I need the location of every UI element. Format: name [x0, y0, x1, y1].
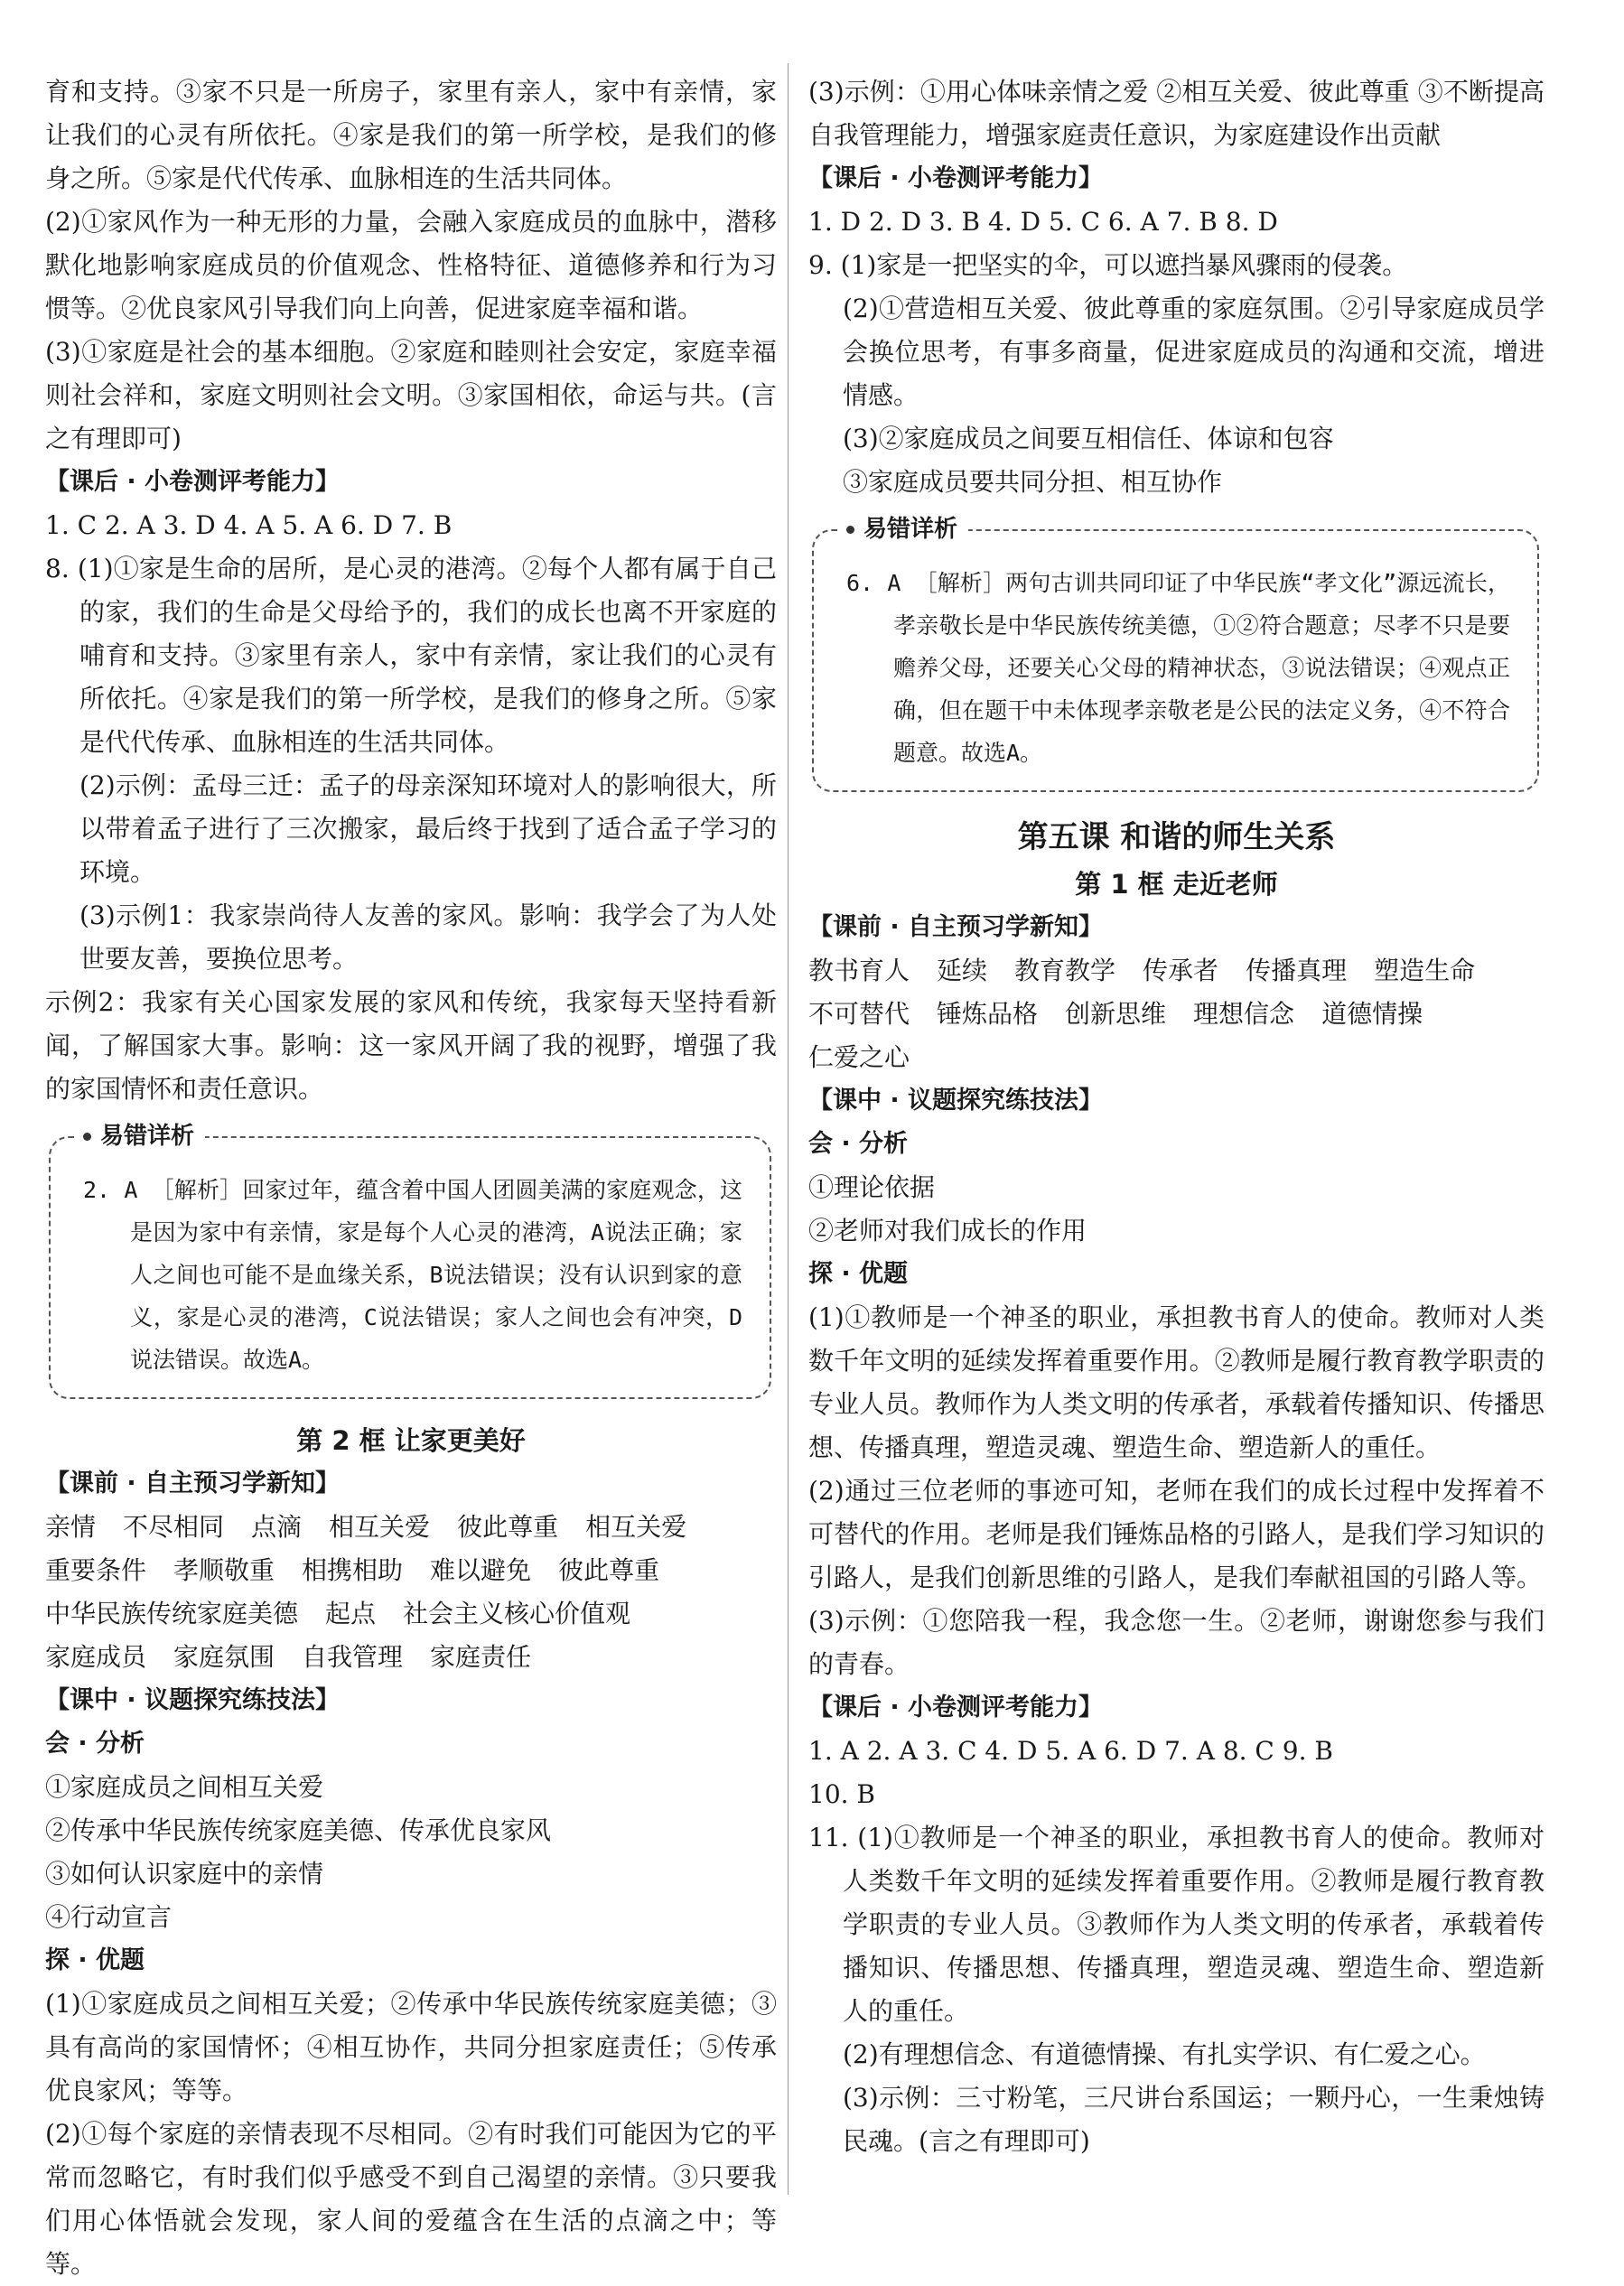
bullet-icon — [846, 526, 854, 534]
subheading-explore: 探 · 优题 — [808, 1260, 909, 1288]
choice-answers: 10. B — [808, 1779, 876, 1809]
keyword-row: 不可替代 锤炼品格 创新思维 理想信念 道德情操 — [808, 999, 1423, 1029]
keyword-row: 仁爱之心 — [808, 1042, 910, 1072]
answer-paragraph: (3)示例：①您陪我一程，我念您一生。②老师，谢谢您参与我们的青春。 — [808, 1606, 1545, 1679]
question-9-part-2: (2)①营造相互关爱、彼此尊重的家庭氛围。②引导家庭成员学会换位思考，有事多商量，促进家庭成员的沟通和交流，增进情感。 — [843, 294, 1545, 410]
choice-answers: 1. A 2. A 3. C 4. D 5. A 6. D 7. A 8. C 9. B — [808, 1736, 1333, 1766]
section-title: 第 2 框 让家更美好 — [296, 1425, 526, 1456]
subheading-explore: 探 · 优题 — [45, 1946, 145, 1974]
bullet-icon — [83, 1133, 91, 1141]
answer-paragraph: (3)示例：①用心体味亲情之爱 ②相互关爱、彼此尊重 ③不断提高自我管理能力，增强家庭责任意识，为家庭建设作出贡献 — [808, 77, 1545, 150]
error-analysis-tag: 易错详析 — [74, 1118, 205, 1154]
section-heading-after-class: 【课后 · 小卷测评考能力】 — [808, 1694, 1104, 1721]
question-8-part-1: 8. (1)①家是生命的居所，是心灵的港湾。②每个人都有属于自己的家，我们的生命是父母给予的，我们的成长也离不开家庭的哺育和支持。③家里有亲人，家中有亲情，家让我们的心灵有所依托。④家是我们的第一所学校，是我们的修身之所。⑤家是代代传承、血脉相连的生活共同体。 — [45, 554, 777, 757]
list-item: ②传承中华民族传统家庭美德、传承优良家风 — [45, 1815, 552, 1845]
question-8-part-2: (2)示例：孟母三迁：孟子的母亲深知环境对人的影响很大，所以带着孟子进行了三次搬家，最后终于找到了适合孟子学习的环境。 — [79, 770, 777, 887]
list-item: ①理论依据 — [808, 1172, 936, 1202]
error-analysis-text: 6. A ［解析］两句古训共同印证了中华民族“孝文化”源远流长，孝亲敬长是中华民族传统美德，①②符合题意；尽孝不只是要赡养父母，还要关心父母的精神状态，③说法错误；④观点正确，但在题干中未体现孝亲敬老是公民的法定义务，④不符合题意。故选A。 — [846, 570, 1510, 766]
answer-paragraph: 育和支持。③家不只是一所房子，家里有亲人，家中有亲情，家让我们的心灵有所依托。④家是我们的第一所学校，是我们的修身之所。⑤家是代代传承、血脉相连的生活共同体。 — [45, 77, 777, 193]
keyword-row: 亲情 不尽相同 点滴 相互关爱 彼此尊重 相互关爱 — [45, 1512, 687, 1542]
subheading-analyze: 会 · 分析 — [45, 1730, 145, 1758]
answer-paragraph: (1)①教师是一个神圣的职业，承担教书育人的使命。教师对人类数千年文明的延续发挥着重要作用。②教师是履行教育教学职责的专业人员。教师作为人类文明的传承者，承载着传播知识、传播思想、传播真理，塑造灵魂、塑造生命、塑造新人的重任。 — [808, 1302, 1545, 1462]
question-8-example-2: 示例2：我家有关心国家发展的家风和传统，我家每天坚持看新闻，了解国家大事。影响：这一家风开阔了我的视野，增强了我的家国情怀和责任意识。 — [45, 987, 777, 1104]
question-9-part-3: (3)②家庭成员之间要互相信任、体谅和包容 — [843, 424, 1334, 453]
error-analysis-box — [49, 1123, 771, 1399]
answer-paragraph: (1)①家庭成员之间相互关爱；②传承中华民族传统家庭美德；③具有高尚的家国情怀；④相互协作，共同分担家庭责任；⑤传承优良家风；等等。 — [45, 1989, 777, 2105]
left-column — [45, 70, 777, 2286]
question-11-part-1: 11. (1)①教师是一个神圣的职业，承担教书育人的使命。教师对人类数千年文明的延续发挥着重要作用。②教师是履行教育教学职责的专业人员。③教师作为人类文明的传承者，承载着传播知识、传播思想、传播真理，塑造灵魂、塑造生命、塑造新人的重任。 — [808, 1823, 1545, 2026]
subheading-analyze: 会 · 分析 — [808, 1130, 909, 1158]
section-heading-in-class: 【课中 · 议题探究练技法】 — [45, 1686, 341, 1714]
keyword-row: 教书育人 延续 教育教学 传承者 传播真理 塑造生命 — [808, 956, 1476, 985]
column-divider — [788, 63, 789, 2195]
list-item: ①家庭成员之间相互关爱 — [45, 1772, 324, 1802]
keyword-row: 重要条件 孝顺敬重 相携相助 难以避免 彼此尊重 — [45, 1555, 660, 1585]
section-heading-after-class: 【课后 · 小卷测评考能力】 — [808, 164, 1104, 192]
question-11-part-3: (3)示例：三寸粉笔，三尺讲台系国运；一颗丹心，一生秉烛铸民魂。(言之有理即可) — [843, 2083, 1545, 2156]
list-item: ②老师对我们成长的作用 — [808, 1216, 1087, 1246]
answer-paragraph: (3)①家庭是社会的基本细胞。②家庭和睦则社会安定，家庭幸福则社会祥和，家庭文明则社会文明。③家国相依，命运与共。(言之有理即可) — [45, 337, 777, 453]
section-heading-in-class: 【课中 · 议题探究练技法】 — [808, 1087, 1104, 1115]
answer-paragraph: (2)①家风作为一种无形的力量，会融入家庭成员的血脉中，潜移默化地影响家庭成员的价值观念、性格特征、道德修养和行为习惯等。②优良家风引导我们向上向善，促进家庭幸福和谐。 — [45, 207, 777, 323]
list-item: ③如何认识家庭中的亲情 — [45, 1859, 324, 1889]
keyword-row: 家庭成员 家庭氛围 自我管理 家庭责任 — [45, 1642, 532, 1672]
question-9-part-3b: ③家庭成员要共同分担、相互协作 — [843, 467, 1223, 497]
section-heading-after-class: 【课后 · 小卷测评考能力】 — [45, 468, 341, 496]
choice-answers: 1. D 2. D 3. B 4. D 5. C 6. A 7. B 8. D — [808, 207, 1278, 237]
question-9-part-1: 9. (1)家是一把坚实的伞，可以遮挡暴风骤雨的侵袭。 — [808, 250, 1408, 280]
list-item: ④行动宣言 — [45, 1902, 173, 1932]
right-column — [808, 70, 1545, 2163]
section-title: 第 1 框 走近老师 — [1075, 869, 1278, 900]
question-8-part-3: (3)示例1：我家崇尚待人友善的家风。影响：我学会了为人处世要友善，要换位思考。 — [79, 900, 777, 974]
error-analysis-tag: 易错详析 — [837, 511, 968, 547]
keyword-row: 中华民族传统家庭美德 起点 社会主义核心价值观 — [45, 1599, 631, 1628]
answer-paragraph: (2)通过三位老师的事迹可知，老师在我们的成长过程中发挥着不可替代的作用。老师是我们锤炼品格的引路人，是我们学习知识的引路人，是我们创新思维的引路人，是我们奉献祖国的引路人等。 — [808, 1476, 1545, 1592]
error-analysis-box — [812, 516, 1539, 792]
error-analysis-text: 2. A ［解析］回家过年，蕴含着中国人团圆美满的家庭观念，这是因为家中有亲情，家是每个人心灵的港湾，A说法正确；家人之间也可能不是血缘关系，B说法错误；没有认识到家的意义，家是心灵的港湾，C说法错误；家人之间也会有冲突，D说法错误。故选A。 — [83, 1177, 742, 1373]
section-heading-pre-class: 【课前 · 自主预习学新知】 — [45, 1470, 341, 1498]
lesson-title: 第五课 和谐的师生关系 — [1017, 819, 1336, 855]
answer-paragraph: (2)①每个家庭的亲情表现不尽相同。②有时我们可能因为它的平常而忽略它，有时我们似乎感受不到自己渴望的亲情。③只要我们用心体悟就会发现，家人间的爱蕴含在生活的点滴之中；等等。 — [45, 2119, 777, 2279]
section-heading-pre-class: 【课前 · 自主预习学新知】 — [808, 913, 1104, 941]
choice-answers: 1. C 2. A 3. D 4. A 5. A 6. D 7. B — [45, 510, 453, 540]
question-11-part-2: (2)有理想信念、有道德情操、有扎实学识、有仁爱之心。 — [843, 2039, 1486, 2069]
